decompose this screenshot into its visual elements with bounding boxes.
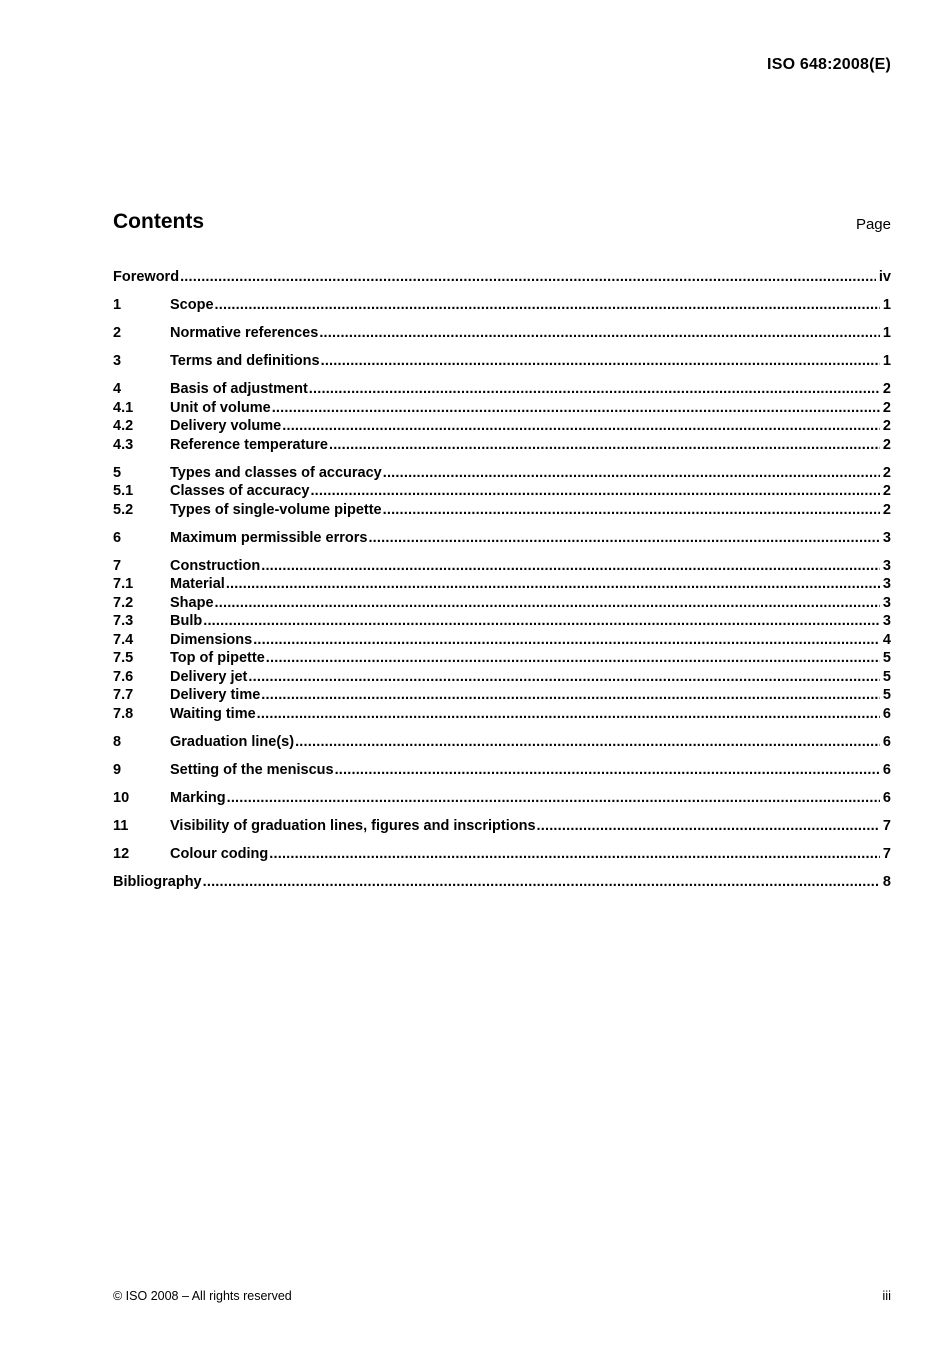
toc-entry[interactable]	[113, 268, 891, 287]
toc-entry-number: 4.1	[113, 399, 134, 416]
toc-entry-page: 5	[882, 650, 891, 666]
toc-entry-page: 8	[882, 873, 891, 890]
toc-entry-title: Delivery jet	[170, 668, 248, 685]
toc-entry[interactable]	[113, 380, 891, 399]
toc-dot-leader	[282, 417, 880, 436]
toc-entry-page: 2	[882, 381, 891, 397]
toc-entry-number: 5.2	[113, 501, 134, 518]
toc-entry[interactable]	[113, 417, 891, 436]
toc-entry-title: Top of pipette	[170, 650, 265, 666]
toc-entry-page: 4	[882, 631, 891, 648]
toc-entry[interactable]	[113, 557, 891, 576]
toc-entry-number: 7.2	[113, 594, 134, 611]
toc-entry-title: Basis of adjustment	[170, 381, 308, 397]
toc-entry-page: 1	[882, 353, 891, 369]
toc-dot-leader	[329, 436, 880, 455]
toc-dot-leader	[368, 529, 879, 548]
toc-entry-page: 3	[882, 529, 891, 546]
toc-entry[interactable]	[113, 873, 891, 892]
toc-dot-leader	[203, 873, 880, 892]
toc-entry-number: 11	[113, 817, 129, 834]
toc-entry-title: Setting of the meniscus	[170, 761, 334, 778]
toc-entry-page: 5	[882, 668, 891, 685]
toc-entry[interactable]	[113, 352, 891, 371]
toc-entry[interactable]	[113, 482, 891, 501]
toc-entry[interactable]	[113, 612, 891, 631]
toc-dot-leader	[295, 733, 880, 752]
toc-entry[interactable]	[113, 594, 891, 613]
toc-entry[interactable]	[113, 817, 891, 836]
toc-entry[interactable]	[113, 296, 891, 315]
toc-dot-leader	[269, 845, 880, 864]
toc-dot-leader	[321, 352, 880, 371]
toc-entry-title: Terms and definitions	[170, 353, 320, 369]
toc-entry-page: 1	[882, 325, 891, 341]
toc-entry[interactable]	[113, 733, 891, 752]
toc-dot-leader	[257, 705, 880, 724]
toc-entry[interactable]	[113, 464, 891, 483]
toc-entry-page: 2	[882, 464, 891, 481]
toc-dot-leader	[203, 612, 880, 631]
toc-entry-page: 2	[882, 436, 891, 453]
toc-dot-leader	[261, 686, 880, 705]
toc-dot-leader	[266, 649, 880, 668]
toc-entry[interactable]	[113, 686, 891, 705]
toc-entry[interactable]	[113, 705, 891, 724]
toc-entry[interactable]	[113, 436, 891, 455]
toc-entry-title: Marking	[170, 789, 226, 806]
toc-entry-page: 2	[882, 418, 891, 434]
toc-dot-leader	[335, 761, 880, 780]
toc-dot-leader	[180, 268, 876, 287]
toc-entry-page: 2	[882, 399, 891, 416]
toc-entry-title: Bibliography	[113, 873, 202, 890]
toc-entry-number: 7.5	[113, 650, 134, 666]
toc-entry-title: Maximum permissible errors	[170, 529, 368, 546]
toc-entry-page: 5	[882, 687, 891, 703]
toc-entry-page: 3	[882, 576, 891, 592]
toc-entry[interactable]	[113, 529, 891, 548]
toc-entry-page: 1	[882, 297, 891, 313]
toc-entry-title: Unit of volume	[170, 399, 271, 416]
toc-dot-leader	[309, 380, 880, 399]
toc-entry[interactable]	[113, 649, 891, 668]
toc-entry-number: 7.1	[113, 576, 134, 592]
toc-entry-page: 3	[882, 594, 891, 611]
toc-entry-title: Classes of accuracy	[170, 483, 310, 499]
toc-entry-number: 1	[113, 297, 122, 313]
toc-entry-page: iv	[878, 269, 891, 285]
toc-entry-title: Scope	[170, 297, 214, 313]
toc-entry-number: 7.7	[113, 687, 134, 703]
footer-copyright: © ISO 2008 – All rights reserved	[113, 1289, 292, 1303]
toc-dot-leader	[272, 399, 880, 418]
toc-entry-number: 6	[113, 529, 122, 546]
toc-entry-title: Colour coding	[170, 845, 269, 862]
toc-entry-number: 9	[113, 761, 122, 778]
toc-entry-page: 6	[882, 733, 891, 750]
toc-entry-number: 3	[113, 353, 122, 369]
toc-entry-title: Normative references	[170, 325, 319, 341]
toc-entry-number: 4.3	[113, 436, 134, 453]
toc-entry-title: Visibility of graduation lines, figures and inscriptions	[170, 817, 536, 834]
toc-entry-page: 7	[882, 845, 891, 862]
toc-entry[interactable]	[113, 575, 891, 594]
toc-dot-leader	[383, 501, 880, 520]
toc-entry-number: 4	[113, 381, 122, 397]
toc-entry-number: 7	[113, 557, 122, 574]
toc-entry-page: 7	[882, 817, 891, 834]
toc-entry-page: 2	[882, 501, 891, 518]
toc-dot-leader	[319, 324, 880, 343]
toc-entry-number: 5.1	[113, 483, 134, 499]
toc-entry[interactable]	[113, 631, 891, 650]
toc-dot-leader	[215, 594, 880, 613]
toc-dot-leader	[215, 296, 880, 315]
toc-entry-number: 7.4	[113, 631, 134, 648]
toc-entry-title: Waiting time	[170, 705, 256, 722]
toc-entry-title: Graduation line(s)	[170, 733, 295, 750]
table-of-contents	[113, 268, 891, 891]
toc-entry-number: 4.2	[113, 418, 134, 434]
toc-dot-leader	[226, 575, 880, 594]
footer-page-number: iii	[882, 1288, 891, 1303]
toc-dot-leader	[310, 482, 879, 501]
toc-entry[interactable]	[113, 761, 891, 780]
toc-entry-number: 7.3	[113, 613, 134, 629]
toc-entry-number: 12	[113, 845, 130, 862]
toc-entry-title: Shape	[170, 594, 214, 611]
toc-dot-leader	[227, 789, 880, 808]
toc-entry[interactable]	[113, 324, 891, 343]
toc-entry[interactable]	[113, 399, 891, 418]
toc-entry-page: 2	[882, 483, 891, 499]
toc-entry-number: 5	[113, 464, 122, 481]
toc-entry-page: 3	[882, 613, 891, 629]
toc-entry-title: Construction	[170, 557, 261, 574]
toc-entry-title: Types of single-volume pipette	[170, 501, 382, 518]
toc-entry[interactable]	[113, 789, 891, 808]
toc-entry-page: 6	[882, 789, 891, 806]
toc-entry-number: 7.6	[113, 668, 134, 685]
toc-entry-number: 2	[113, 325, 122, 341]
toc-entry-title: Foreword	[113, 269, 180, 285]
toc-entry-page: 3	[882, 557, 891, 574]
toc-entry-title: Delivery volume	[170, 418, 282, 434]
toc-dot-leader	[253, 631, 880, 650]
toc-entry[interactable]	[113, 501, 891, 520]
page-column-label: Page	[855, 216, 891, 233]
toc-entry-title: Material	[170, 576, 225, 592]
toc-entry-number: 7.8	[113, 705, 134, 722]
toc-entry-title: Bulb	[170, 613, 203, 629]
toc-dot-leader	[261, 557, 880, 576]
toc-dot-leader	[383, 464, 880, 483]
toc-entry-title: Dimensions	[170, 631, 253, 648]
toc-entry-title: Types and classes of accuracy	[170, 464, 382, 481]
toc-entry-title: Reference temperature	[170, 436, 328, 453]
contents-heading: Contents	[113, 210, 204, 233]
toc-entry-number: 10	[113, 789, 130, 806]
toc-entry-number: 8	[113, 733, 122, 750]
toc-entry-page: 6	[882, 705, 891, 722]
toc-entry[interactable]	[113, 668, 891, 687]
toc-dot-leader	[537, 817, 880, 836]
toc-dot-leader	[248, 668, 880, 687]
document-id: ISO 648:2008(E)	[767, 56, 891, 73]
toc-entry[interactable]	[113, 845, 891, 864]
toc-entry-page: 6	[882, 761, 891, 778]
toc-entry-title: Delivery time	[170, 687, 261, 703]
